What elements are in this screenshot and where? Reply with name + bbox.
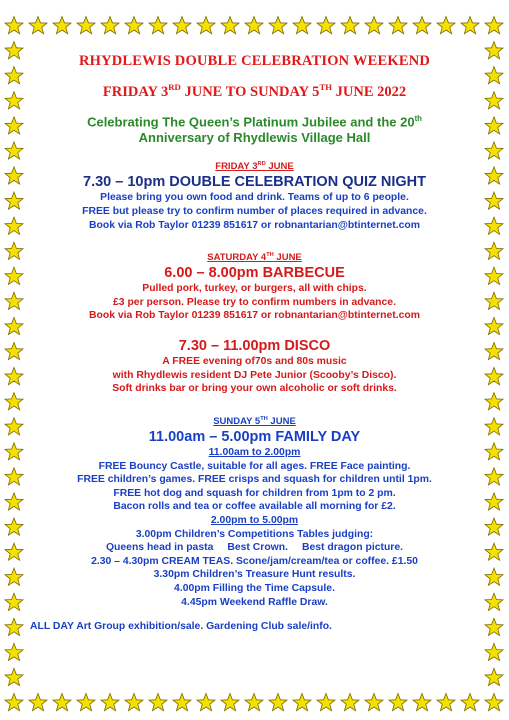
star-icon — [485, 668, 503, 685]
friday-line-1: Please bring you own food and drink. Teams of up to 6 people. — [100, 192, 409, 204]
star-icon — [5, 167, 23, 184]
star-icon — [341, 17, 359, 34]
sunday-date: SUNDAY 5TH JUNE — [213, 415, 296, 427]
star-icon — [461, 17, 479, 34]
star-icon — [77, 694, 95, 711]
star-icon — [5, 267, 23, 284]
star-icon — [5, 468, 23, 485]
star-icon — [485, 443, 503, 460]
star-icon — [341, 694, 359, 711]
subtitle — [28, 111, 481, 146]
saturday-line-3: Book via Rob Taylor 01239 851617 or robnantarian@btinternet.com — [89, 310, 420, 322]
star-icon — [173, 17, 191, 34]
star-icon — [101, 17, 119, 34]
star-icon — [485, 217, 503, 234]
morning-line-2: FREE children’s games. FREE crisps and squash for children until 1pm. — [77, 474, 432, 486]
star-icon — [485, 192, 503, 209]
star-icon — [485, 117, 503, 134]
star-icon — [53, 694, 71, 711]
star-icon — [5, 42, 23, 59]
star-icon — [269, 17, 287, 34]
star-icon — [389, 694, 407, 711]
subtitle-line-1: Celebrating The Queen’s Platinum Jubilee and the 20th — [87, 113, 422, 130]
star-icon — [5, 142, 23, 159]
star-icon — [269, 694, 287, 711]
star-icon — [5, 618, 23, 635]
star-icon — [5, 17, 23, 34]
all-day-line: ALL DAY Art Group exhibition/sale. Gardening Club sale/info. — [30, 621, 332, 633]
star-icon — [485, 267, 503, 284]
star-icon — [5, 694, 23, 711]
star-icon — [5, 593, 23, 610]
star-icon — [29, 17, 47, 34]
saturday-event: 6.00 – 8.00pm BARBECUE — [164, 265, 345, 282]
subtitle-line-2: Anniversary of Rhydlewis Village Hall — [138, 130, 371, 146]
star-icon — [125, 694, 143, 711]
star-icon — [485, 17, 503, 34]
star-icon — [5, 192, 23, 209]
disco-line-1: A FREE evening of70s and 80s music — [162, 356, 347, 368]
star-icon — [485, 568, 503, 585]
competitions-title: 3.00pm Children’s Competitions Tables judging: — [135, 528, 374, 540]
star-icon — [485, 518, 503, 535]
star-icon — [485, 42, 503, 59]
saturday-section — [28, 249, 481, 323]
sunday-section — [28, 413, 481, 634]
disco-section — [28, 337, 481, 396]
afternoon-line-3: 4.00pm Filling the Time Capsule. — [174, 582, 335, 594]
star-icon — [461, 694, 479, 711]
star-icon — [149, 694, 167, 711]
star-icon — [197, 694, 215, 711]
afternoon-line-2: 3.30pm Children’s Treasure Hunt results. — [153, 569, 356, 581]
star-icon — [5, 443, 23, 460]
star-icon — [125, 17, 143, 34]
competitions-list — [28, 541, 481, 555]
disco-line-3: Soft drinks bar or bring your own alcoholic or soft drinks. — [112, 383, 397, 395]
morning-heading: 11.00am to 2.00pm — [208, 446, 301, 458]
star-icon — [437, 17, 455, 34]
morning-line-1: FREE Bouncy Castle, suitable for all ages. FREE Face painting. — [98, 460, 411, 472]
star-icon — [413, 17, 431, 34]
star-icon — [5, 543, 23, 560]
star-icon — [485, 393, 503, 410]
star-icon — [413, 694, 431, 711]
competition-item: Queens head in pasta — [105, 542, 214, 554]
star-icon — [485, 593, 503, 610]
friday-section — [28, 158, 481, 232]
star-icon — [293, 694, 311, 711]
star-icon — [5, 643, 23, 660]
star-icon — [485, 142, 503, 159]
star-icon — [437, 694, 455, 711]
friday-date: FRIDAY 3RD JUNE — [215, 161, 294, 173]
star-icon — [485, 543, 503, 560]
poster-content — [28, 52, 481, 634]
star-icon — [149, 17, 167, 34]
star-icon — [485, 167, 503, 184]
disco-line-2: with Rhydlewis resident DJ Pete Junior (Scooby’s Disco). — [112, 369, 397, 381]
star-icon — [485, 292, 503, 309]
star-icon — [317, 694, 335, 711]
morning-line-4: Bacon rolls and tea or coffee available all morning for £2. — [113, 501, 396, 513]
star-icon — [365, 694, 383, 711]
friday-event: 7.30 – 10pm DOUBLE CELEBRATION QUIZ NIGHT — [83, 174, 426, 191]
star-icon — [5, 67, 23, 84]
star-icon — [221, 17, 239, 34]
star-icon — [53, 17, 71, 34]
star-icon — [77, 17, 95, 34]
disco-event: 7.30 – 11.00pm DISCO — [178, 338, 331, 355]
poster-dates: FRIDAY 3RD JUNE TO SUNDAY 5TH JUNE 2022 — [102, 82, 407, 100]
star-icon — [389, 17, 407, 34]
star-icon — [5, 292, 23, 309]
star-icon — [101, 694, 119, 711]
star-icon — [5, 343, 23, 360]
star-icon — [29, 694, 47, 711]
star-icon — [5, 393, 23, 410]
star-icon — [485, 242, 503, 259]
star-icon — [5, 217, 23, 234]
star-icon — [485, 368, 503, 385]
star-icon — [485, 92, 503, 109]
star-icon — [485, 643, 503, 660]
morning-line-3: FREE hot dog and squash for children from 1pm to 2 pm. — [113, 487, 396, 499]
star-icon — [485, 468, 503, 485]
star-icon — [5, 668, 23, 685]
star-icon — [485, 618, 503, 635]
star-icon — [221, 694, 239, 711]
star-icon — [5, 117, 23, 134]
friday-line-2: FREE but please try to confirm number of places required in advance. — [82, 205, 427, 217]
poster-title: RHYDLEWIS DOUBLE CELEBRATION WEEKEND — [78, 53, 431, 69]
star-icon — [245, 17, 263, 34]
afternoon-heading: 2.00pm to 5.00pm — [210, 514, 299, 526]
star-icon — [485, 343, 503, 360]
star-icon — [485, 418, 503, 435]
star-icon — [5, 317, 23, 334]
star-icon — [317, 17, 335, 34]
star-icon — [245, 694, 263, 711]
star-icon — [5, 418, 23, 435]
star-icon — [5, 242, 23, 259]
saturday-date: SATURDAY 4TH JUNE — [207, 252, 302, 264]
star-icon — [485, 694, 503, 711]
competition-item: Best dragon picture. — [301, 542, 404, 554]
star-icon — [485, 493, 503, 510]
saturday-line-1: Pulled pork, turkey, or burgers, all with chips. — [142, 283, 367, 295]
star-icon — [293, 17, 311, 34]
star-icon — [5, 92, 23, 109]
star-icon — [485, 317, 503, 334]
star-icon — [5, 568, 23, 585]
star-icon — [5, 368, 23, 385]
afternoon-line-1: 2.30 – 4.30pm CREAM TEAS. Scone/jam/cream/tea or coffee. £1.50 — [91, 555, 418, 567]
afternoon-line-4: 4.45pm Weekend Raffle Draw. — [181, 596, 328, 608]
star-icon — [365, 17, 383, 34]
sunday-event: 11.00am – 5.00pm FAMILY DAY — [148, 428, 361, 445]
star-icon — [485, 67, 503, 84]
star-icon — [5, 518, 23, 535]
star-icon — [173, 694, 191, 711]
friday-line-3: Book via Rob Taylor 01239 851617 or robnantarian@btinternet.com — [89, 219, 420, 231]
star-icon — [5, 493, 23, 510]
star-icon — [197, 17, 215, 34]
saturday-line-2: £3 per person. Please try to confirm numbers in advance. — [113, 296, 396, 308]
competition-item: Best Crown. — [227, 542, 288, 554]
